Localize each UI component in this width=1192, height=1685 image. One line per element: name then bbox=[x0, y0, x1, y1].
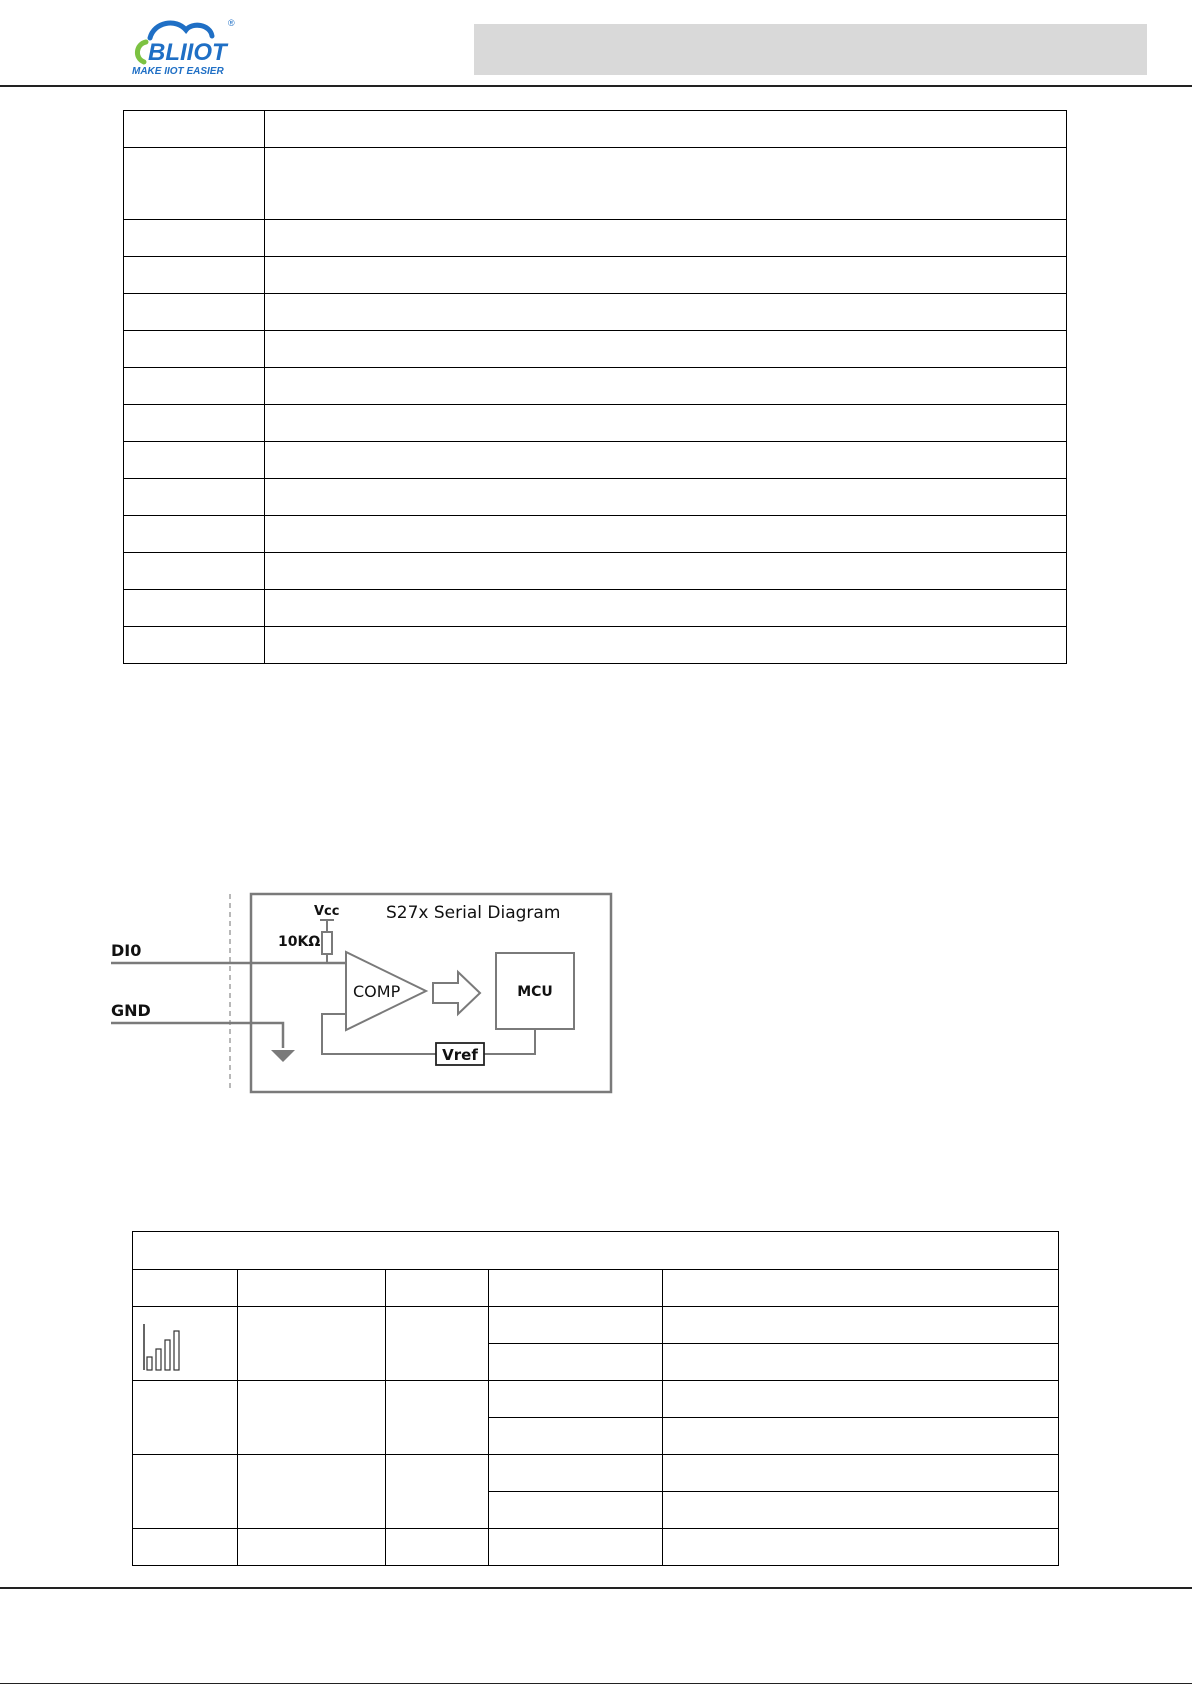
diagram-title: S27x Serial Diagram bbox=[386, 903, 561, 923]
table-row bbox=[124, 220, 1067, 257]
signal-arrow-icon bbox=[433, 972, 480, 1014]
table-row bbox=[133, 1455, 1059, 1492]
table-row bbox=[124, 553, 1067, 590]
registered-mark: ® bbox=[228, 18, 235, 28]
table-row bbox=[124, 627, 1067, 664]
page-bottom-rule bbox=[0, 1683, 1192, 1684]
bliiot-logo bbox=[128, 14, 248, 76]
spec-table bbox=[123, 110, 1067, 664]
table-row bbox=[124, 479, 1067, 516]
footer-rule bbox=[0, 1587, 1192, 1589]
table-row bbox=[124, 294, 1067, 331]
pullup-resistor bbox=[322, 932, 332, 954]
table-row bbox=[124, 148, 1067, 220]
table-row bbox=[124, 405, 1067, 442]
table-row bbox=[133, 1232, 1059, 1270]
table-row bbox=[124, 516, 1067, 553]
table-row bbox=[133, 1529, 1059, 1566]
vref-label: Vref bbox=[442, 1046, 478, 1064]
header-bar bbox=[474, 24, 1147, 75]
table-row bbox=[124, 331, 1067, 368]
table-row bbox=[133, 1270, 1059, 1307]
logo-tagline: MAKE IIOT EASIER bbox=[132, 66, 224, 76]
table-row bbox=[124, 590, 1067, 627]
logo-wordmark: BLIIOT bbox=[148, 39, 227, 66]
table-row bbox=[124, 442, 1067, 479]
di0-label: DI0 bbox=[111, 941, 142, 960]
table-row bbox=[124, 257, 1067, 294]
signal-strength-icon bbox=[142, 1321, 192, 1373]
mcu-label: MCU bbox=[517, 984, 553, 1000]
header-rule bbox=[0, 85, 1192, 87]
resistor-label: 10KΩ bbox=[278, 934, 321, 950]
table-row bbox=[133, 1307, 1059, 1344]
table-row bbox=[133, 1381, 1059, 1418]
vcc-label: Vcc bbox=[314, 904, 340, 919]
comparator-label: COMP bbox=[353, 982, 401, 1001]
table-row bbox=[124, 368, 1067, 405]
ground-symbol bbox=[271, 1050, 295, 1062]
indicator-table bbox=[132, 1231, 1059, 1566]
gnd-wire bbox=[111, 1023, 283, 1048]
gnd-label: GND bbox=[111, 1001, 151, 1020]
table-row bbox=[124, 111, 1067, 148]
wiring-diagram bbox=[108, 890, 618, 1100]
